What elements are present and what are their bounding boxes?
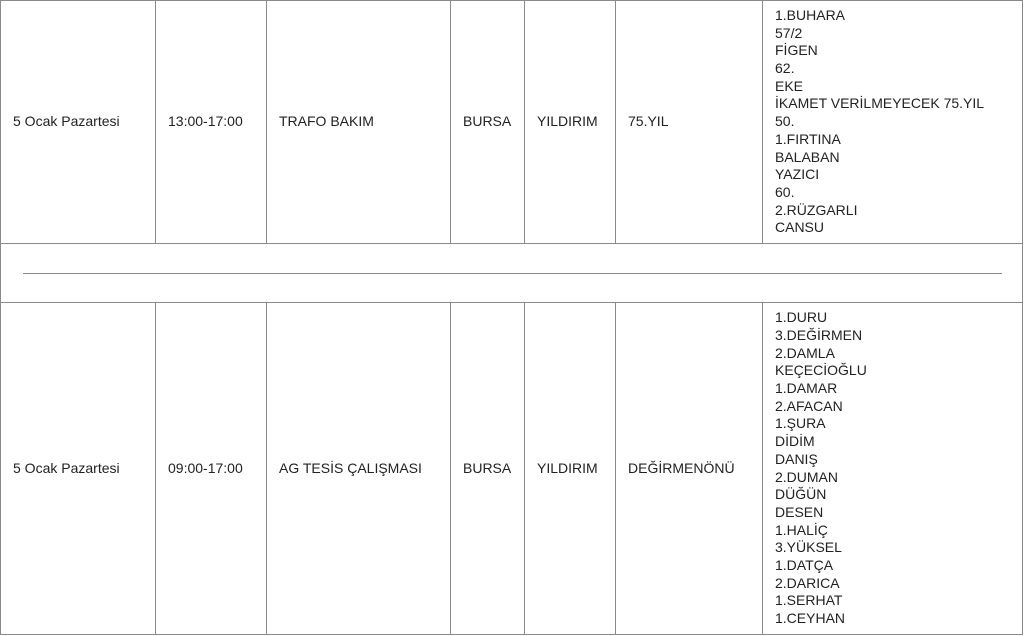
city-cell: BURSA [451,1,525,244]
street-list [775,7,1010,237]
street-item: DESEN [775,503,824,520]
street-item: 60. [775,183,795,200]
street-item: 3.YÜKSEL [775,539,842,556]
street-item: CANSU [775,219,825,236]
time-cell: 09:00-17:00 [156,303,267,635]
separator-cell [1,244,1023,303]
table-row [1,1,1023,244]
street-item: FİGEN [775,42,818,59]
street-item: YAZICI [775,166,820,183]
street-item: 1.ŞURA [775,415,826,432]
street-item: 2.DARICA [775,574,840,591]
street-item: BALABAN [775,148,840,165]
street-item: 1.CEYHAN [775,610,846,627]
table-row [1,303,1023,635]
street-item: İKAMET VERİLMEYECEK 75.YIL [775,95,985,112]
time-cell: 13:00-17:00 [156,1,267,244]
street-item: KEÇECİOĞLU [775,362,867,379]
horizontal-rule [23,273,1002,274]
separator-row [1,244,1023,303]
street-item: 1.DURU [775,309,828,326]
street-item: DANIŞ [775,450,818,467]
street-item: 50. [775,113,795,130]
street-item: 3.DEĞİRMEN [775,326,863,343]
neighborhood-cell: 75.YIL [616,1,763,244]
street-item: 1.HALİÇ [775,521,828,538]
street-item: 1.BUHARA [775,6,846,23]
street-item: 1.DAMAR [775,379,838,396]
district-cell: YILDIRIM [525,1,616,244]
street-item: 57/2 [775,24,803,41]
street-item: 62. [775,60,795,77]
date-cell: 5 Ocak Pazartesi [1,1,156,244]
neighborhood-cell: DEĞİRMENÖNÜ [616,303,763,635]
street-item: 2.DAMLA [775,344,835,361]
street-item: EKE [775,77,804,94]
district-cell: YILDIRIM [525,303,616,635]
street-item: 2.DUMAN [775,468,839,485]
streets-cell [763,303,1023,635]
reason-cell: AG TESİS ÇALIŞMASI [267,303,451,635]
city-cell: BURSA [451,303,525,635]
street-item: 2.AFACAN [775,397,843,414]
street-item: DİDİM [775,433,815,450]
street-item: 1.FIRTINA [775,130,841,147]
street-item: 1.DATÇA [775,557,834,574]
street-list [775,309,1010,628]
street-item: DÜĞÜN [775,486,827,503]
date-cell: 5 Ocak Pazartesi [1,303,156,635]
street-item: 1.SERHAT [775,592,843,609]
reason-cell: TRAFO BAKIM [267,1,451,244]
street-item: 2.RÜZGARLI [775,201,858,218]
streets-cell [763,1,1023,244]
